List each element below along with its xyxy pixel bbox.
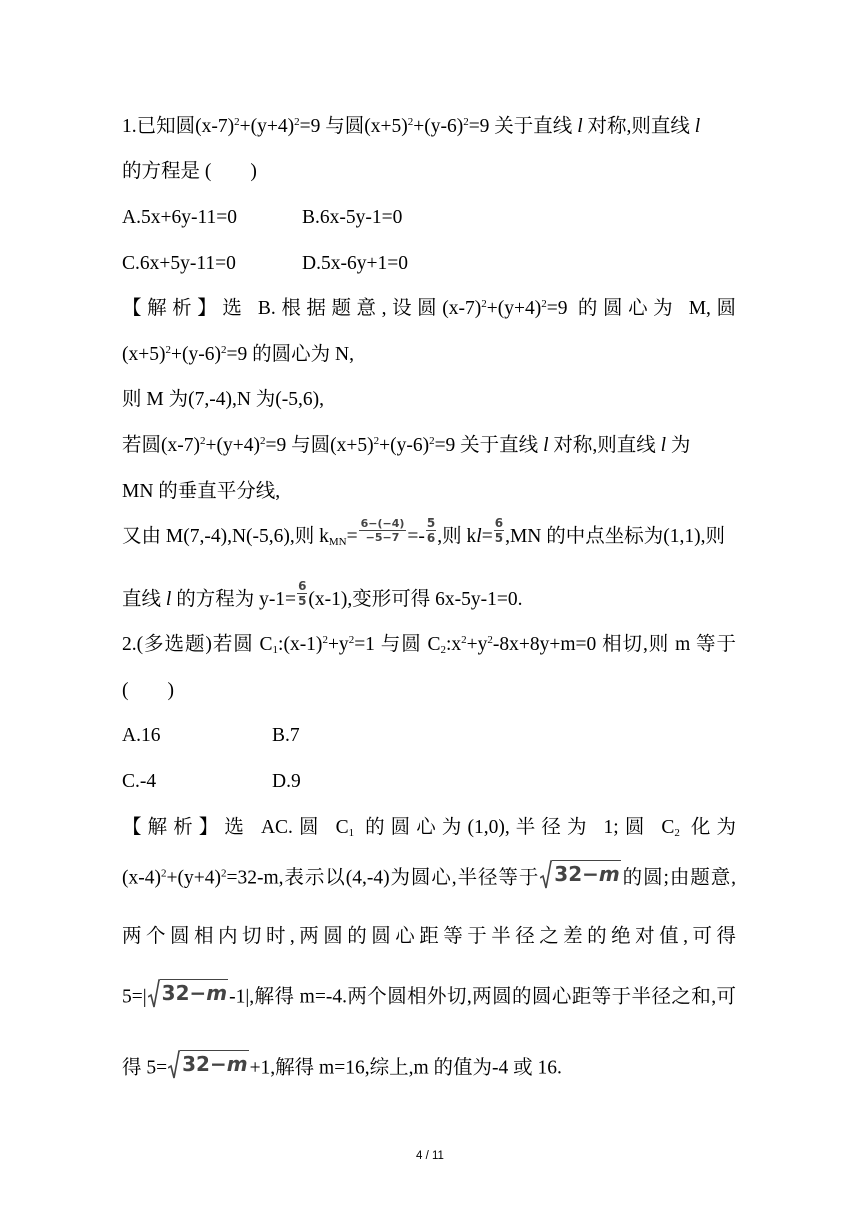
q1-option-a: A.5x+6y-11=0 — [122, 207, 237, 228]
q2-solution-line5: 得 5= 32−m +1,解得 m=16,综上,m 的值为-4 或 16. — [122, 1052, 562, 1079]
q2-options-row1 — [122, 726, 736, 746]
radical-32-minus-m: 32−m — [540, 860, 620, 890]
q1-solution-line3: 则 M 为(7,-4),N 为(-5,6), — [122, 389, 325, 410]
q2-option-c: C.-4 — [122, 771, 157, 792]
q1-option-b: B.6x-5y-1=0 — [302, 207, 403, 228]
q2-option-b: B.7 — [272, 725, 300, 746]
q1-stem-line1: 1.已知圆$(x-7)^2+(y+4)^2=9$ 与圆$(x+5)^2+(y-6)^2=9$ 关于直线 l 对称,则直线 l — [122, 116, 701, 137]
q2-option-a: A.16 — [122, 725, 161, 746]
slope-value-fraction: $\frac{5}{6}$ — [426, 516, 436, 546]
q1-solution-line1: 【解析】选 B.根据题意,设圆$(x-7)^2+(y+4)^2=9$ 的圆心为 M,圆 — [122, 298, 736, 319]
radical-32-minus-m: 32−m — [148, 979, 228, 1009]
q2-option-d: D.9 — [272, 771, 301, 792]
q2-solution-line1: 【解析】选 AC.圆 $C_1$ 的圆心为(1,0),半径为 1;圆 $C_2$ 化为 — [122, 817, 736, 839]
q1-option-c: C.6x+5y-11=0 — [122, 253, 236, 274]
radical-32-minus-m: 32−m — [168, 1050, 248, 1080]
perpendicular-slope-fraction: $\frac{6}{5}$ — [494, 516, 504, 546]
q1-solution-line4: 若圆$(x-7)^2+(y+4)^2=9$ 与圆$(x+5)^2+(y-6)^2=9$ 关于直线 l 对称,则直线 l 为 — [122, 435, 691, 456]
q2-solution-line4: 5=| 32−m -1|,解得 m=-4.两个圆相外切,两圆的圆心距等于半径之和,可 — [122, 981, 736, 1008]
q1-solution-line7: 直线 l 的方程为 y-1= $\frac{6}{5}$ (x-1),变形可得 6x-5y-1=0. — [122, 579, 523, 610]
q2-options-row2 — [122, 772, 736, 792]
q1-options-row1 — [122, 208, 736, 228]
q1-option-d: D.5x-6y+1=0 — [302, 253, 408, 274]
q1-solution-line2: $(x+5)^2+(y-6)^2=9$ 的圆心为 N, — [122, 344, 354, 365]
q2-stem-line2: ( ) — [122, 680, 174, 701]
page-number: 4 / 11 — [416, 1150, 444, 1162]
q2-stem-line1: 2.(多选题)若圆 $C_1:(x-1)^2+y^2=1$ 与圆 $C_2:x^2+y^2-8x+8y+m=0$ 相切,则 m 等于 — [122, 634, 736, 656]
q2-solution-line2: $(x-4)^2+(y+4)^2=32-m$,表示以(4,-4)为圆心,半径等于 32−m 的圆;由题意, — [122, 862, 736, 889]
q1-solution-line6: 又由 M(7,-4),N(-5,6),则 $k_{MN}=$ $\frac{6-(-4)}{-5-7}$ =- $\frac{5}{6}$ ,则 kl= $\frac{6}{5}$ ,MN 的中点坐标为(1,1),则 — [122, 516, 725, 548]
line-slope-fraction: $\frac{6}{5}$ — [298, 579, 307, 609]
slope-fraction: $\frac{6-(-4)}{-5-7}$ — [360, 517, 405, 545]
q1-solution-line5: MN 的垂直平分线, — [122, 481, 281, 502]
q1-options-row2 — [122, 254, 736, 274]
q2-solution-line3: 两个圆相内切时,两圆的圆心距等于半径之差的绝对值,可得 — [122, 926, 736, 947]
q1-stem-line2: 的方程是 ( ) — [122, 161, 257, 182]
